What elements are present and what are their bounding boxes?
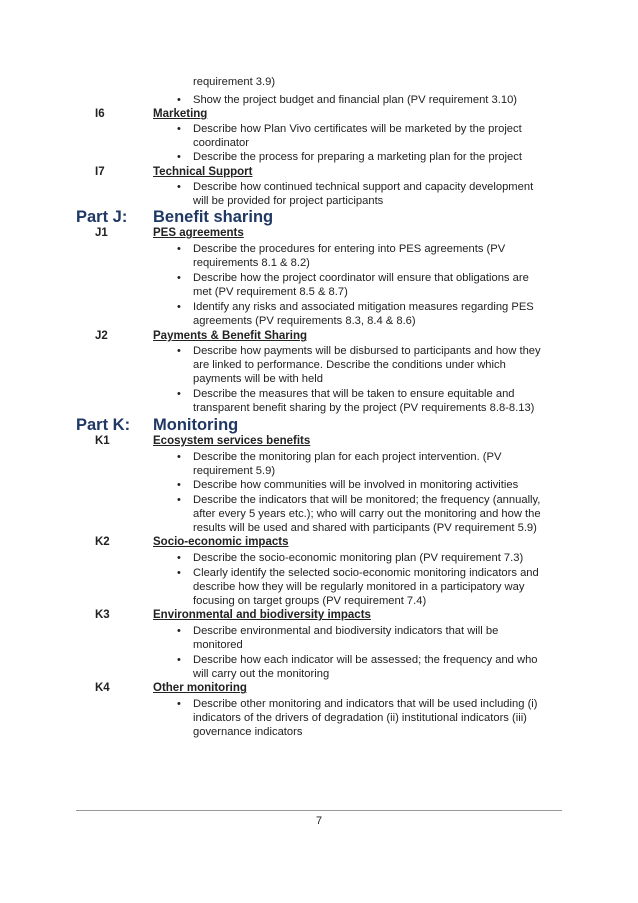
bullet-text: results will be used and shared with participants (PV requirement 5.9) (193, 522, 537, 534)
bullet-text: after every 5 years etc.); who will carry out the monitoring and how the (193, 508, 541, 520)
bullet-text: Describe how each indicator will be assessed; the frequency and who (193, 654, 538, 666)
bullet-text: Clearly identify the selected socio-economic monitoring indicators and (193, 567, 539, 579)
bullet-text: coordinator (193, 137, 249, 149)
part-k-label: Part K: (76, 416, 131, 434)
bullet-text: Describe how payments will be disbursed to participants and how they (193, 345, 541, 357)
bullet-glyph: • (177, 654, 181, 666)
bullet-glyph: • (177, 552, 181, 564)
bullet-text: will carry out the monitoring (193, 668, 330, 680)
bullet-text: focusing on target groups (PV requirement 7.4) (193, 595, 427, 607)
section-code-k3: K3 (95, 609, 110, 621)
bullet-text: Describe how the project coordinator will ensure that obligations are (193, 272, 529, 284)
continuation-line: requirement 3.9) (193, 76, 276, 88)
bullet-text: Describe how continued technical support and capacity development (193, 181, 534, 193)
section-title-k4: Other monitoring (153, 682, 247, 694)
bullet-glyph: • (177, 151, 181, 163)
bullet-glyph: • (177, 123, 181, 135)
bullet-text: Describe the indicators that will be monitored; the frequency (annually, (193, 494, 541, 506)
bullet-text: Describe the measures that will be taken to ensure equitable and (193, 388, 515, 400)
section-code-k4: K4 (95, 682, 110, 694)
bullet-glyph: • (177, 243, 181, 255)
bullet-text: governance indicators (193, 726, 303, 738)
bullet-glyph: • (177, 345, 181, 357)
part-j-title: Benefit sharing (153, 208, 274, 226)
bullet-text: Describe how Plan Vivo certificates will be marketed by the project (193, 123, 522, 135)
section-title-j2: Payments & Benefit Sharing (153, 330, 308, 342)
bullet-text: Describe the process for preparing a marketing plan for the project (193, 151, 522, 163)
bullet-glyph: • (177, 567, 181, 579)
section-code-j1: J1 (95, 227, 108, 239)
bullet-text: Describe other monitoring and indicators that will be used including (i) (193, 698, 538, 710)
bullet-glyph: • (177, 181, 181, 193)
section-code-k1: K1 (95, 435, 110, 447)
page-number: 7 (315, 815, 323, 827)
part-j-label: Part J: (76, 208, 128, 226)
footer-divider (76, 810, 562, 811)
bullet-text: met (PV requirement 8.5 & 8.7) (193, 286, 348, 298)
bullet-glyph: • (177, 451, 181, 463)
section-title-k2: Socio-economic impacts (153, 536, 289, 548)
section-code-i6: I6 (95, 108, 105, 120)
section-title-k1: Ecosystem services benefits (153, 435, 311, 447)
bullet-glyph: • (177, 94, 181, 106)
bullet-glyph: • (177, 698, 181, 710)
bullet-text: will be provided for project participants (193, 195, 384, 207)
bullet-text: Describe environmental and biodiversity indicators that will be (193, 625, 499, 637)
section-code-i7: I7 (95, 166, 105, 178)
bullet-glyph: • (177, 625, 181, 637)
bullet-glyph: • (177, 494, 181, 506)
part-k-title: Monitoring (153, 416, 239, 434)
bullet-text: agreements (PV requirements 8.3, 8.4 & 8.6) (193, 315, 416, 327)
bullet-glyph: • (177, 479, 181, 491)
bullet-glyph: • (177, 272, 181, 284)
bullet-glyph: • (177, 388, 181, 400)
bullet-text: are linked to performance. Describe the conditions under which (193, 359, 506, 371)
section-code-k2: K2 (95, 536, 110, 548)
bullet-text: indicators of the drivers of degradation (ii) institutional indicators (iii) (193, 712, 527, 724)
continuation-bullet-text: Show the project budget and financial plan (PV requirement 3.10) (193, 94, 518, 106)
bullet-text: Identify any risks and associated mitigation measures regarding PES (193, 301, 534, 313)
bullet-text: Describe the procedures for entering into PES agreements (PV (193, 243, 506, 255)
section-title-i7: Technical Support (153, 166, 253, 178)
bullet-text: monitored (193, 639, 243, 651)
section-title-i6: Marketing (153, 108, 208, 120)
section-title-j1: PES agreements (153, 227, 244, 239)
bullet-text: Describe the socio-economic monitoring plan (PV requirement 7.3) (193, 552, 524, 564)
bullet-text: requirement 5.9) (193, 465, 276, 477)
bullet-text: requirements 8.1 & 8.2) (193, 257, 310, 269)
section-title-k3: Environmental and biodiversity impacts (153, 609, 371, 621)
bullet-text: Describe how communities will be involved in monitoring activities (193, 479, 519, 491)
bullet-text: describe how they will be regularly monitored in a participatory way (193, 581, 525, 593)
bullet-text: Describe the monitoring plan for each project intervention. (PV (193, 451, 502, 463)
section-code-j2: J2 (95, 330, 108, 342)
bullet-text: transparent benefit sharing by the project (PV requirements 8.8-8.13) (193, 402, 535, 414)
bullet-text: payments will be with held (193, 373, 323, 385)
bullet-glyph: • (177, 301, 181, 313)
